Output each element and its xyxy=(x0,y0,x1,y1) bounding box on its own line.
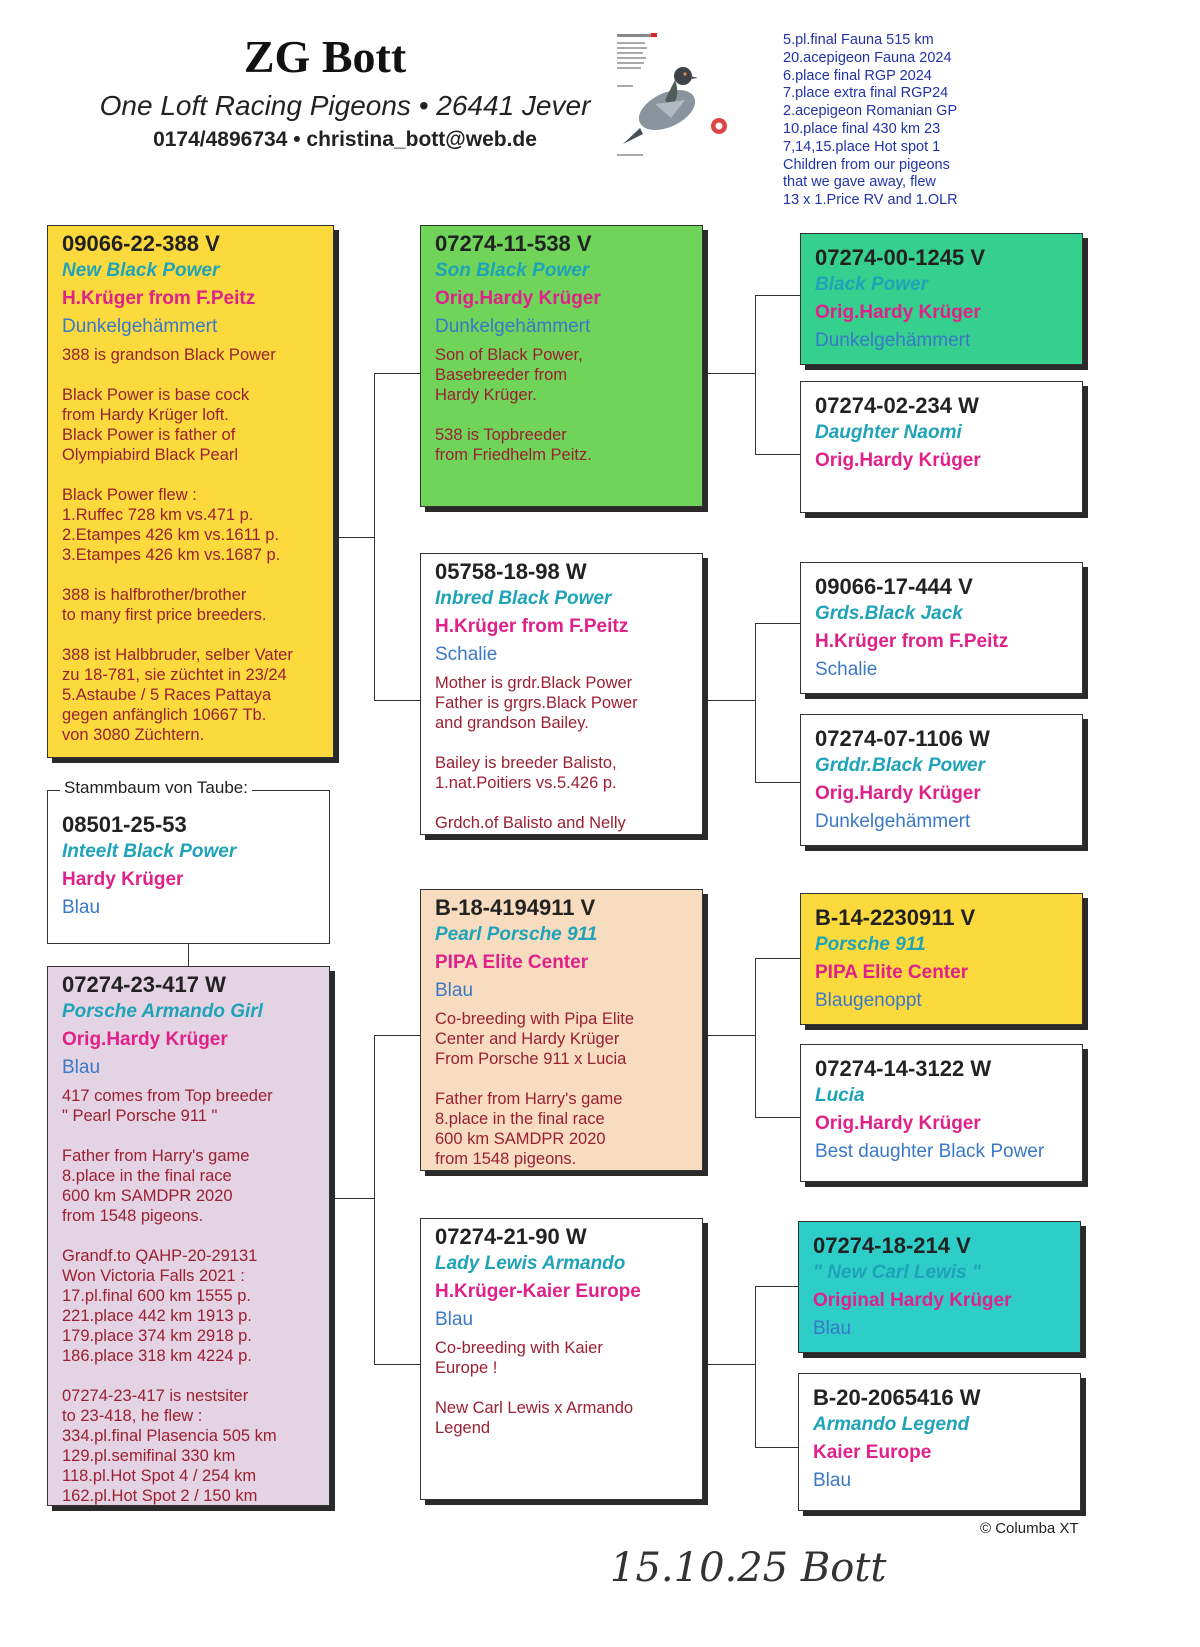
breeder-name: Orig.Hardy Krüger xyxy=(815,302,981,323)
pedigree-box-father-father xyxy=(420,225,703,507)
ring-number: B-20-2065416 W xyxy=(813,1385,981,1410)
pedigree-box-subject xyxy=(47,790,330,944)
achievement-line: 5.pl.final Fauna 515 km xyxy=(783,32,934,48)
pedigree-box-fmm xyxy=(800,714,1083,846)
pigeon-notes: Son of Black Power, Basebreeder from Hardy Krüger. 538 is Topbreeder from Friedhelm Peitz. xyxy=(435,346,592,464)
breeder-name: Orig.Hardy Krüger xyxy=(815,450,981,471)
pedigree-box-mother xyxy=(47,966,330,1506)
plumage-color: Schalie xyxy=(815,659,878,680)
breeder-name: H.Krüger from F.Peitz xyxy=(815,631,1009,652)
pigeon-notes: 388 is grandson Black Power Black Power is base cock from Hardy Krüger loft. Black Power is father of Olympiabird Black Pearl Black Power flew : 1.Ruffec 728 km vs.471 p. 2.Etampes 426 km vs.1611 p. 3.Etampes 426 km vs.1687 p. 388 is halfbrother/brother to many first price breeders. 388 ist Halbbruder, selber Vater zu 18-781, sie züchtet in 23/24 5.Astaube / 5 Races Pattaya gegen anfänglich 10667 Tb. von 3080 Züchtern. xyxy=(62,346,293,744)
plumage-color: Dunkelgehämmert xyxy=(815,330,971,351)
plumage-color: Blau xyxy=(435,980,474,1001)
plumage-color: Dunkelgehämmert xyxy=(62,316,218,337)
pigeon-name: Inbred Black Power xyxy=(435,588,612,609)
pedigree-box-father xyxy=(47,225,334,758)
pigeon-name: Daughter Naomi xyxy=(815,422,962,443)
breeder-name: Orig.Hardy Krüger xyxy=(815,1113,981,1134)
plumage-color: Blaugenoppt xyxy=(815,990,922,1011)
ring-number: 09066-17-444 V xyxy=(815,574,973,599)
pigeon-name: Porsche Armando Girl xyxy=(62,1001,263,1022)
plumage-color: Blau xyxy=(62,897,101,918)
pedigree-box-mfm xyxy=(800,1044,1083,1182)
plumage-color: Blau xyxy=(813,1318,852,1339)
breeder-name: H.Krüger-Kaier Europe xyxy=(435,1281,641,1302)
achievement-line: 10.place final 430 km 23 xyxy=(783,120,941,137)
achievement-line: Children from our pigeons xyxy=(783,156,950,173)
ring-number: 05758-18-98 W xyxy=(435,559,587,584)
pigeon-notes: 417 comes from Top breeder " Pearl Porsche 911 " Father from Harry's game 8.place in the final race 600 km SAMDPR 2020 from 1548 pigeons. Grandf.to QAHP-20-29131 Won Victoria Falls 2021 : 17.pl.final 600 km 1555 p. 221.place 442 km 1913 p. 179.place 374 km 2918 p. 186.place 318 km 4224 p. 07274-23-417 is nestsiter to 23-418, he flew : 334.pl.final Plasencia 505 km 129.pl.semifinal 330 km 118.pl.Hot Spot 4 / 254 km 162.pl.Hot Spot 2 / 150 km xyxy=(62,1087,277,1505)
pigeon-name: Inteelt Black Power xyxy=(62,841,237,862)
pigeon-notes: Co-breeding with Pipa Elite Center and Hardy Krüger From Porsche 911 x Lucia Father from Harry's game 8.place in the final race 600 km SAMDPR 2020 from 1548 pigeons. xyxy=(435,1010,635,1168)
pedigree-box-fff xyxy=(800,233,1083,365)
handwritten-signature: 15.10.25 Bott xyxy=(610,1545,887,1591)
plumage-color: Blau xyxy=(813,1470,852,1491)
pigeon-image xyxy=(615,30,730,160)
ring-number: B-18-4194911 V xyxy=(435,895,596,920)
breeder-name: Original Hardy Krüger xyxy=(813,1290,1012,1311)
pedigree-box-fmf xyxy=(800,562,1083,694)
ring-number: 07274-11-538 V xyxy=(435,231,592,256)
achievement-line: 7,14,15.place Hot spot 1 xyxy=(783,138,941,155)
pigeon-name: Black Power xyxy=(815,274,928,295)
breeder-name: PIPA Elite Center xyxy=(815,962,969,983)
achievement-line: that we gave away, flew xyxy=(783,174,936,191)
ring-number: 07274-00-1245 V xyxy=(815,245,986,270)
copyright-text: © Columba XT xyxy=(980,1520,1079,1537)
achievement-line: 2.acepigeon Romanian GP xyxy=(783,103,958,120)
ring-number: 07274-02-234 W xyxy=(815,393,979,418)
pigeon-name: Grddr.Black Power xyxy=(815,755,986,776)
pigeon-name: " New Carl Lewis " xyxy=(813,1262,981,1283)
pigeon-name: Son Black Power xyxy=(435,260,590,281)
breeder-name: Orig.Hardy Krüger xyxy=(815,783,981,804)
pedigree-box-mother-father xyxy=(420,889,703,1171)
pigeon-name: New Black Power xyxy=(62,260,220,281)
pigeon-name: Lucia xyxy=(815,1085,865,1106)
pigeon-name: Lady Lewis Armando xyxy=(435,1253,626,1274)
achievement-line: 6.place final RGP 2024 xyxy=(783,67,932,84)
pigeon-name: Grds.Black Jack xyxy=(815,603,963,624)
breeder-name: PIPA Elite Center xyxy=(435,952,589,973)
breeder-name: Orig.Hardy Krüger xyxy=(435,288,601,309)
ring-number: 09066-22-388 V xyxy=(62,231,220,256)
plumage-color: Blau xyxy=(435,1309,474,1330)
achievements-list xyxy=(783,32,1023,210)
pedigree-box-mff xyxy=(800,893,1083,1025)
contact-info: 0174/4896734 • christina_bott@web.de xyxy=(153,128,537,151)
pedigree-box-mmm xyxy=(798,1373,1081,1511)
ring-number: B-14-2230911 V xyxy=(815,905,976,930)
plumage-color: Schalie xyxy=(435,644,498,665)
breeder-name: H.Krüger from F.Peitz xyxy=(62,288,256,309)
ring-number: 07274-23-417 W xyxy=(62,972,226,997)
pedigree-box-father-mother xyxy=(420,553,703,835)
plumage-color: Best daughter Black Power xyxy=(815,1141,1045,1162)
breeder-name: H.Krüger from F.Peitz xyxy=(435,616,629,637)
achievement-line: 13 x 1.Price RV and 1.OLR xyxy=(783,192,958,209)
pedigree-box-mmf xyxy=(798,1221,1081,1353)
plumage-color: Blau xyxy=(62,1057,101,1078)
page-title: ZG Bott xyxy=(243,31,407,82)
pigeon-notes: Mother is grdr.Black Power Father is grgrs.Black Power and grandson Bailey. Bailey is breeder Balisto, 1.nat.Poitiers vs.5.426 p. Grdch.of Balisto and Nelly xyxy=(435,674,638,832)
breeder-name: Orig.Hardy Krüger xyxy=(62,1029,228,1050)
pigeon-photo-label xyxy=(617,33,657,87)
achievement-line: 20.acepigeon Fauna 2024 xyxy=(783,49,952,66)
pigeon-name: Porsche 911 xyxy=(815,934,926,955)
ring-number: 07274-14-3122 W xyxy=(815,1056,992,1081)
breeder-name: Hardy Krüger xyxy=(62,869,184,890)
plumage-color: Dunkelgehämmert xyxy=(435,316,591,337)
pigeon-name: Armando Legend xyxy=(813,1414,970,1435)
achievement-line: 7.place extra final RGP24 xyxy=(783,85,949,102)
plumage-color: Dunkelgehämmert xyxy=(815,811,971,832)
breeder-name: Kaier Europe xyxy=(813,1442,932,1463)
pedigree-box-mother-mother xyxy=(420,1218,703,1500)
page-subtitle: One Loft Racing Pigeons • 26441 Jever xyxy=(99,90,591,121)
ring-number: 08501-25-53 xyxy=(62,812,187,837)
ring-number: 07274-21-90 W xyxy=(435,1224,587,1249)
stammbaum-label: Stammbaum von Taube: xyxy=(60,778,252,798)
pigeon-name: Pearl Porsche 911 xyxy=(435,924,598,945)
ring-number: 07274-18-214 V xyxy=(813,1233,971,1258)
pedigree-box-ffm xyxy=(800,381,1083,513)
pigeon-notes: Co-breeding with Kaier Europe ! New Carl Lewis x Armando Legend xyxy=(435,1339,634,1437)
ring-number: 07274-07-1106 W xyxy=(815,726,990,751)
